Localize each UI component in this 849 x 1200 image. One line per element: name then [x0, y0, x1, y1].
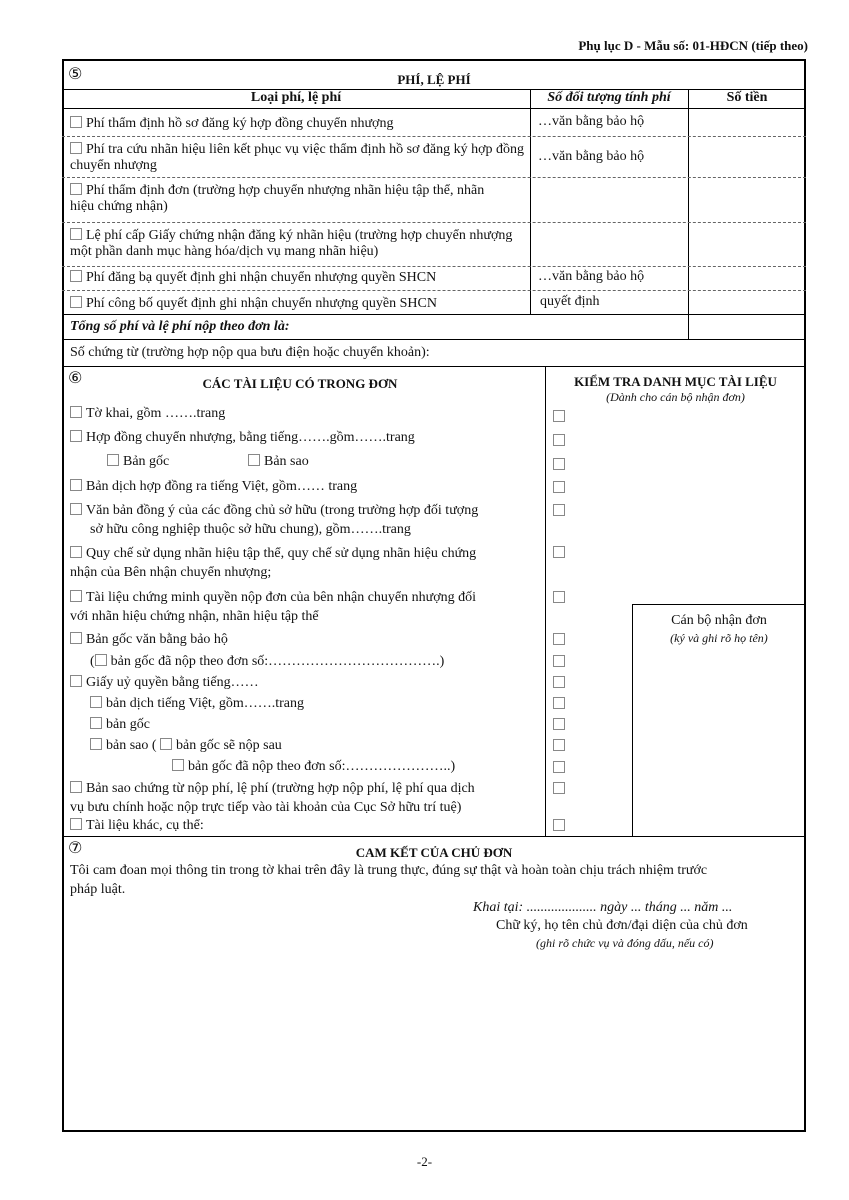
- doc-translation[interactable]: Bản dịch hợp đồng ra tiếng Việt, gồm…… trang: [70, 479, 357, 495]
- fee-row-2-checkbox[interactable]: [70, 142, 82, 154]
- section-5-title: PHÍ, LỆ PHÍ: [397, 72, 471, 87]
- declaration-place-date: Khai tại: .................... ngày ... tháng ... năm ...: [473, 900, 733, 915]
- doc-power-of-attorney-checkbox[interactable]: [70, 675, 82, 687]
- doc-contract-original[interactable]: Bản gốc: [107, 454, 169, 470]
- section-5-number: ⑤: [68, 64, 83, 83]
- fee-row-1-name[interactable]: Phí thẩm định hồ sơ đăng ký hợp đồng chuyển nhượng: [70, 116, 525, 132]
- doc-contract[interactable]: Hợp đồng chuyển nhượng, bằng tiếng…….gồm…….trang: [70, 430, 415, 446]
- check-box-16[interactable]: [553, 819, 565, 831]
- doc-fee-receipt[interactable]: Bản sao chứng từ nộp phí, lệ phí (trường hợp nộp phí, lệ phí qua dịch: [70, 781, 475, 797]
- check-box-9[interactable]: [553, 655, 565, 667]
- fee-row-5-count: …văn bằng bảo hộ: [538, 269, 645, 284]
- doc-poa-copy-checkbox[interactable]: [90, 738, 102, 750]
- officer-label: Cán bộ nhận đơn: [671, 613, 767, 628]
- officer-sublabel: (ký và ghi rõ họ tên): [670, 631, 768, 645]
- fee-row-6-count: quyết định: [540, 294, 600, 309]
- fee-row-4-name[interactable]: Lệ phí cấp Giấy chứng nhận đăng ký nhãn hiệu (trường hợp chuyển nhượng một phần danh mục hàng hóa/dịch vụ mang nhãn hiệu): [70, 228, 513, 259]
- doc-declaration-checkbox[interactable]: [70, 406, 82, 418]
- fee-total-label: Tổng số phí và lệ phí nộp theo đơn là:: [70, 319, 290, 334]
- check-list-title: KIỂM TRA DANH MỤC TÀI LIỆU: [574, 374, 777, 389]
- doc-poa-original-checkbox[interactable]: [90, 717, 102, 729]
- doc-other-checkbox[interactable]: [70, 818, 82, 830]
- check-list-subtitle: (Dành cho cán bộ nhận đơn): [606, 390, 745, 404]
- doc-original-certificate[interactable]: Bản gốc văn bằng bảo hộ: [70, 632, 228, 648]
- doc-contract-checkbox[interactable]: [70, 430, 82, 442]
- doc-original-submitted-checkbox[interactable]: [95, 654, 107, 666]
- check-box-13[interactable]: [553, 739, 565, 751]
- fee-row-2-count: …văn bằng bảo hộ: [538, 149, 645, 164]
- section-7-title: CAM KẾT CỦA CHỦ ĐƠN: [355, 845, 513, 860]
- doc-declaration[interactable]: Tờ khai, gồm …….trang: [70, 406, 225, 422]
- doc-regulation-cont: nhận của Bên nhận chuyển nhượng;: [70, 565, 272, 580]
- receipt-number-label: Số chứng từ (trường hợp nộp qua bưu điện hoặc chuyển khoản):: [70, 345, 430, 360]
- check-box-4[interactable]: [553, 481, 565, 493]
- check-box-5[interactable]: [553, 504, 565, 516]
- check-box-11[interactable]: [553, 697, 565, 709]
- doc-fee-receipt-checkbox[interactable]: [70, 781, 82, 793]
- doc-co-owner-consent[interactable]: Văn bản đồng ý của các đồng chủ sở hữu (trong trường hợp đối tượng: [70, 503, 478, 519]
- doc-poa-submitted-checkbox[interactable]: [172, 759, 184, 771]
- check-box-6[interactable]: [553, 546, 565, 558]
- fee-row-4-checkbox[interactable]: [70, 228, 82, 240]
- section-7-number: ⑦: [68, 838, 83, 857]
- page-number: -2-: [416, 1154, 433, 1169]
- check-box-14[interactable]: [553, 761, 565, 773]
- fee-amount-header: Số tiền: [726, 90, 768, 105]
- fee-type-header: Loại phí, lệ phí: [250, 90, 342, 105]
- doc-poa-translation-checkbox[interactable]: [90, 696, 102, 708]
- doc-regulation[interactable]: Quy chế sử dụng nhãn hiệu tập thể, quy chế sử dụng nhãn hiệu chứng: [70, 546, 476, 562]
- section-6-number: ⑥: [68, 368, 83, 387]
- doc-poa-translation[interactable]: bản dịch tiếng Việt, gồm…….trang: [90, 696, 304, 712]
- fee-count-header: Số đối tượng tính phí: [547, 90, 671, 105]
- form-reference: Phụ lục D - Mẫu số: 01-HĐCN (tiếp theo): [578, 38, 808, 53]
- section-6-title: CÁC TÀI LIỆU CÓ TRONG ĐƠN: [202, 376, 398, 391]
- doc-contract-copy-checkbox[interactable]: [248, 454, 260, 466]
- fee-row-2-name[interactable]: Phí tra cứu nhãn hiệu liên kết phục vụ việc thẩm định hồ sơ đăng ký hợp đồng chuyển nhượng: [70, 142, 525, 173]
- doc-poa-submitted[interactable]: bản gốc đã nộp theo đơn số:…………………..): [172, 759, 455, 775]
- doc-contract-copy[interactable]: Bản sao: [248, 454, 309, 470]
- doc-right-proof-checkbox[interactable]: [70, 590, 82, 602]
- doc-co-owner-consent-checkbox[interactable]: [70, 503, 82, 515]
- check-box-15[interactable]: [553, 782, 565, 794]
- fee-row-5-name[interactable]: Phí đăng bạ quyết định ghi nhận chuyển nhượng quyền SHCN: [70, 270, 525, 286]
- doc-original-certificate-checkbox[interactable]: [70, 632, 82, 644]
- fee-row-1-checkbox[interactable]: [70, 116, 82, 128]
- check-box-3[interactable]: [553, 458, 565, 470]
- signature-label: Chữ ký, họ tên chủ đơn/đại diện của chủ đơn: [496, 918, 748, 933]
- fee-row-3-checkbox[interactable]: [70, 183, 82, 195]
- doc-contract-original-checkbox[interactable]: [107, 454, 119, 466]
- check-box-2[interactable]: [553, 434, 565, 446]
- doc-poa-later-checkbox[interactable]: [160, 738, 172, 750]
- doc-other[interactable]: Tài liệu khác, cụ thể:: [70, 818, 204, 834]
- check-box-8[interactable]: [553, 633, 565, 645]
- commitment-text-cont: pháp luật.: [70, 882, 126, 897]
- doc-poa-original[interactable]: bản gốc: [90, 717, 150, 733]
- doc-regulation-checkbox[interactable]: [70, 546, 82, 558]
- check-box-7[interactable]: [553, 591, 565, 603]
- check-box-12[interactable]: [553, 718, 565, 730]
- check-box-1[interactable]: [553, 410, 565, 422]
- doc-fee-receipt-cont: vụ bưu chính hoặc nộp trực tiếp vào tài khoản của Cục Sở hữu trí tuệ): [70, 800, 462, 815]
- fee-row-5-checkbox[interactable]: [70, 270, 82, 282]
- doc-poa-copy[interactable]: bản sao ( bản gốc sẽ nộp sau: [90, 738, 282, 754]
- doc-power-of-attorney[interactable]: Giấy uỷ quyền bằng tiếng……: [70, 675, 259, 691]
- fee-row-6-name[interactable]: Phí công bố quyết định ghi nhận chuyển nhượng quyền SHCN: [70, 296, 525, 312]
- doc-right-proof[interactable]: Tài liệu chứng minh quyền nộp đơn của bên nhận chuyển nhượng đối: [70, 590, 476, 606]
- fee-row-6-checkbox[interactable]: [70, 296, 82, 308]
- fee-row-3-name[interactable]: Phí thẩm định đơn (trường hợp chuyển nhượng nhãn hiệu tập thể, nhãn hiệu chứng nhận): [70, 183, 485, 214]
- commitment-text: Tôi cam đoan mọi thông tin trong tờ khai trên đây là trung thực, đúng sự thật và hoàn toàn chịu trách nhiệm trước: [70, 863, 708, 878]
- doc-right-proof-cont: với nhãn hiệu chứng nhận, nhãn hiệu tập thể: [70, 609, 319, 624]
- check-box-10[interactable]: [553, 676, 565, 688]
- doc-translation-checkbox[interactable]: [70, 479, 82, 491]
- doc-original-submitted[interactable]: ( bản gốc đã nộp theo đơn số:……………………………….): [90, 654, 445, 669]
- doc-co-owner-consent-cont: sở hữu công nghiệp thuộc sở hữu chung), gồm…….trang: [90, 522, 411, 537]
- fee-row-1-count: …văn bằng bảo hộ: [538, 114, 645, 129]
- signature-sublabel: (ghi rõ chức vụ và đóng dấu, nếu có): [536, 936, 714, 950]
